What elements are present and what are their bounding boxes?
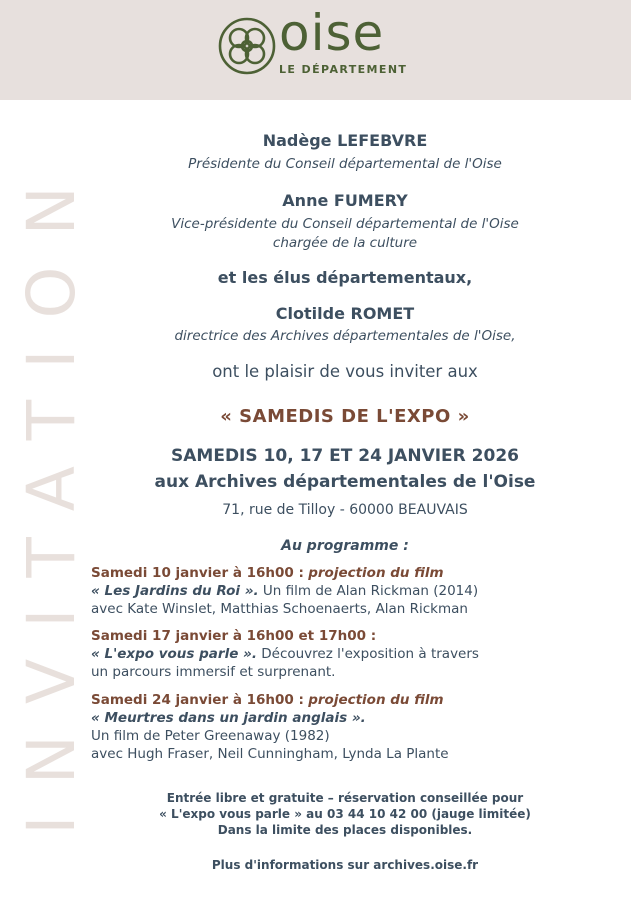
more-info-link[interactable]: Plus d'informations sur archives.oise.fr [211,858,479,872]
host-1-role: Présidente du Conseil départemental de l'Oise [188,156,502,172]
host-2-role-line1: Vice-présidente du Conseil départemental de l'Oise [171,216,519,232]
invitation-side-title: INVITATION [13,155,90,835]
program-item-3 [91,691,611,763]
program-item-1 [91,564,611,618]
host-2-name: Anne FUMERY [282,191,408,210]
header-band [0,0,631,100]
event-venue: aux Archives départementales de l'Oise [154,472,536,492]
director-role: directrice des Archives départementales de l'Oise, [174,328,516,344]
footer-line-2: « L'expo vous parle » au 03 44 10 42 00 (jauge limitée) [159,807,531,821]
program-item-1-title: « Les Jardins du Roi ». [91,583,259,599]
event-address: 71, rue de Tilloy - 60000 BEAUVAIS [222,502,468,518]
oise-emblem-icon [217,16,277,76]
program-heading: Au programme : [281,538,409,554]
program-item-2-title: « L'expo vous parle ». [91,646,257,662]
program-item-2-desc2: un parcours immersif et surprenant. [91,664,336,680]
logo-wordmark: oise [279,4,385,62]
program-item-3-date: Samedi 24 janvier à 16h00 : [91,692,304,708]
logo-subtitle: LE DÉPARTEMENT [279,63,408,76]
program-item-2-desc1: Découvrez l'exposition à travers [256,646,479,662]
footer-line-3: Dans la limite des places disponibles. [217,823,473,837]
program-item-1-date: Samedi 10 janvier à 16h00 : [91,565,304,581]
host-1-name: Nadège LEFEBVRE [262,131,428,150]
program-item-3-title: « Meurtres dans un jardin anglais ». [91,710,366,726]
host-2-role-line2: chargée de la culture [272,235,418,251]
program-item-1-type: projection du film [308,565,444,581]
event-title: « SAMEDIS DE L'EXPO » [220,406,470,427]
event-dates: SAMEDIS 10, 17 ET 24 JANVIER 2026 [171,446,519,466]
program-item-2 [91,627,611,681]
program-item-2-date: Samedi 17 janvier à 16h00 et 17h00 : [91,628,377,644]
elected-officials: et les élus départementaux, [217,268,473,287]
program-item-3-type: projection du film [308,692,444,708]
invite-line: ont le plaisir de vous inviter aux [212,362,478,381]
program-item-1-desc2: avec Kate Winslet, Matthias Schoenaerts, Alan Rickman [91,601,468,617]
program-item-3-desc2: avec Hugh Fraser, Neil Cunningham, Lynda La Plante [91,746,449,762]
director-name: Clotilde ROMET [275,304,415,323]
program-item-3-desc1: Un film de Peter Greenaway (1982) [91,728,330,744]
oise-logo [217,4,417,80]
footer-line-1: Entrée libre et gratuite – réservation conseillée pour [166,791,524,805]
program-item-1-desc1: Un film de Alan Rickman (2014) [258,583,479,599]
